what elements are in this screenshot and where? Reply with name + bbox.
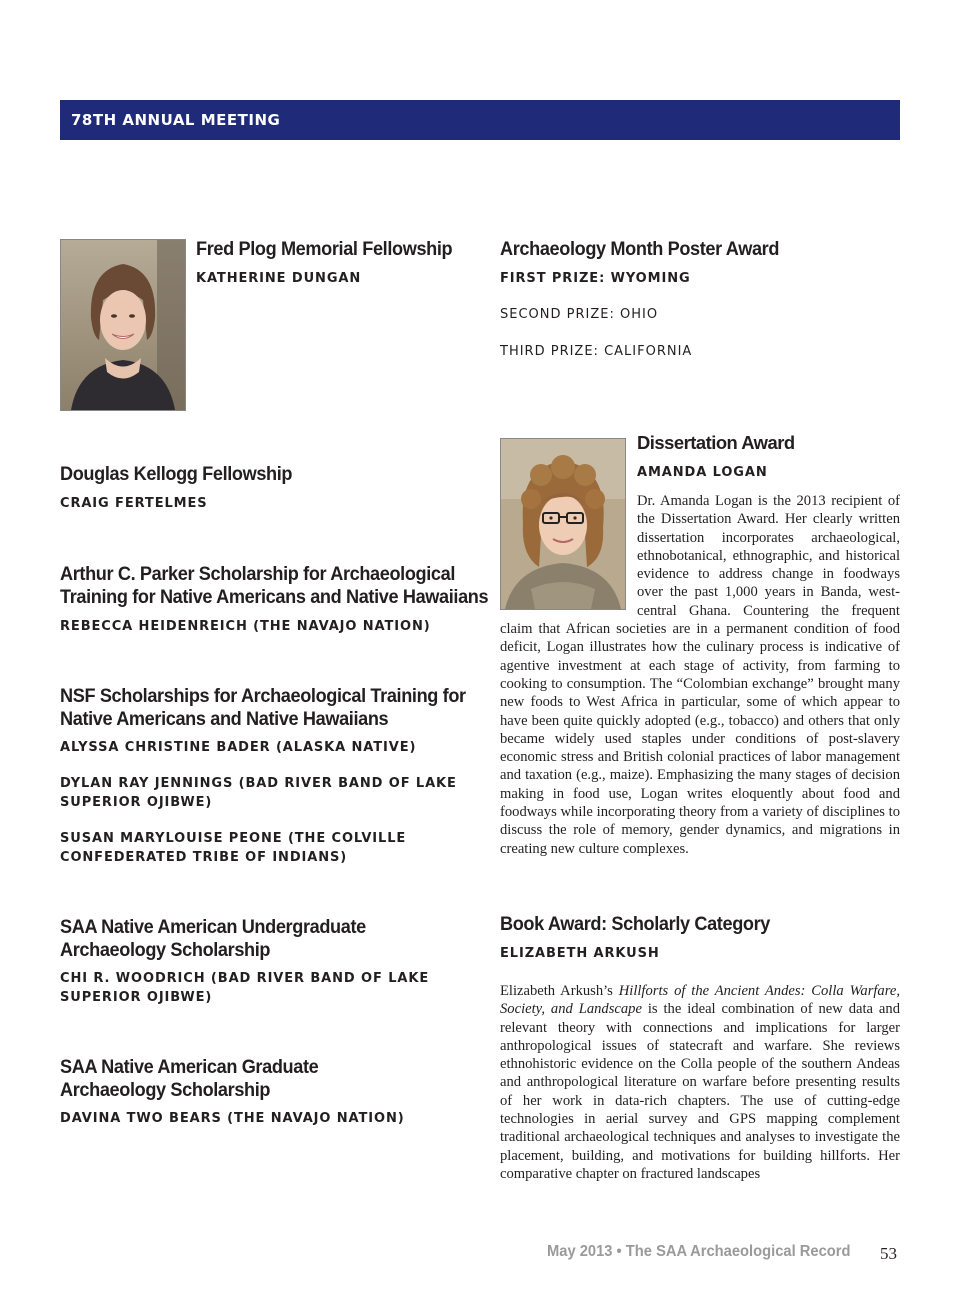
book-award-text	[500, 982, 900, 1183]
fred-plog-recipient: KATHERINE DUNGAN	[196, 271, 362, 286]
nsf-title	[60, 685, 466, 731]
footer-journal-line: May 2013 • The SAA Archaeological Record	[547, 1243, 851, 1260]
banner-title: 78TH ANNUAL MEETING	[71, 111, 281, 129]
kellogg-recipient: CRAIG FERTELMES	[60, 496, 208, 511]
parker-title-line1: Arthur C. Parker Scholarship for Archaeological	[60, 563, 456, 585]
page-number: 53	[880, 1244, 897, 1263]
kellogg-title: Douglas Kellogg Fellowship	[60, 463, 293, 485]
book-title-italic: Hillforts of the Ancient Andes: Colla Warfare, Society, and Landscape	[500, 983, 900, 1018]
graduate-title-line2: Archaeology Scholarship	[60, 1079, 271, 1101]
undergrad-title	[60, 916, 366, 962]
nsf-recipient-2: DYLAN RAY JENNINGS (BAD RIVER BAND OF LAKE SUPERIOR OJIBWE)	[60, 776, 457, 810]
fred-plog-title: Fred Plog Memorial Fellowship	[196, 238, 453, 260]
graduate-title	[60, 1056, 318, 1102]
poster-award-title: Archaeology Month Poster Award	[500, 238, 780, 260]
graduate-title-line1: SAA Native American Graduate	[60, 1056, 319, 1078]
graduate-recipient: DAVINA TWO BEARS (THE NAVAJO NATION)	[60, 1111, 405, 1126]
book-award-title: Book Award: Scholarly Category	[500, 913, 771, 935]
nsf-title-line1: NSF Scholarships for Archaeological Training for	[60, 685, 466, 707]
nsf-recipient-3: SUSAN MARYLOUISE PEONE (THE COLVILLE CONFEDERATED TRIBE OF INDIANS)	[60, 831, 407, 865]
section-banner	[60, 100, 900, 140]
poster-second-prize: SECOND PRIZE: OHIO	[500, 307, 659, 322]
photo-amanda-logan	[500, 438, 626, 610]
undergrad-title-line1: SAA Native American Undergraduate	[60, 916, 366, 938]
nsf-title-line2: Native Americans and Native Hawaiians	[60, 708, 389, 730]
parker-title-line2: Training for Native Americans and Native Hawaiians	[60, 586, 489, 608]
parker-recipient: REBECCA HEIDENREICH (THE NAVAJO NATION)	[60, 619, 431, 634]
dissertation-text: Dr. Amanda Logan is the 2013 recipient of the Dissertation Award. Her clearly written dissertation incorporates archaeological, ethnobotanical, ethnographic, and historical evidence to address change in foodways over the past 1,000 years in Banda, west-central Ghana. Countering the frequent claim that African societies are in a permanent condition of food deficit, Logan illustrates how the culinary process is indicative of agentive investment at each stage of activity, from farming to cooking to consumption. The “Colombian exchange” brought many new foods to West Africa in particular, some of which appear to have been quite quickly adopted (e.g., tobacco) and others that only became widely used staples under conditions of post-slavery economic stress and British colonial practices of labor management and taxation (e.g., maize). Emphasizing the many stages of decision making in food use, Logan writes eloquently about food and foodways while incorporating theory from a variety of disciplines to discuss the role of memory, gender dynamics, and migrations in creating new culture complexes.	[500, 493, 900, 857]
undergrad-recipient: CHI R. WOODRICH (BAD RIVER BAND OF LAKE SUPERIOR OJIBWE)	[60, 971, 430, 1005]
poster-third-prize: THIRD PRIZE: CALIFORNIA	[500, 344, 693, 359]
dissertation-recipient: AMANDA LOGAN	[637, 465, 768, 480]
poster-first-prize: FIRST PRIZE: WYOMING	[500, 271, 691, 286]
nsf-recipient-1: ALYSSA CHRISTINE BADER (ALASKA NATIVE)	[60, 740, 417, 755]
portrait-illustration	[501, 439, 625, 609]
book-text-intro: Elizabeth Arkush’s	[500, 983, 619, 999]
dissertation-section	[500, 431, 900, 858]
book-award-recipient: ELIZABETH ARKUSH	[500, 946, 660, 961]
undergrad-title-line2: Archaeology Scholarship	[60, 939, 271, 961]
photo-katherine-dungan	[60, 239, 186, 411]
dissertation-title: Dissertation Award	[637, 432, 795, 453]
parker-title	[60, 563, 488, 609]
book-text-body: is the ideal combination of new data and relevant theory with connections and implications for larger anthropological issues of statecraft and warfare. She reviews ethnohistoric evidence on the Colla people of the southern Andeas and anthropological literature on warfare before presenting results of her work in data-rich chapters. The use of cutting-edge technologies in aerial survey and GPS mapping complement traditional archaeological techniques and analyses to investigate the placement, building, and motivations for building hillforts. Her comparative chapter on fractured landscapes	[500, 1001, 900, 1182]
portrait-illustration	[61, 240, 185, 410]
